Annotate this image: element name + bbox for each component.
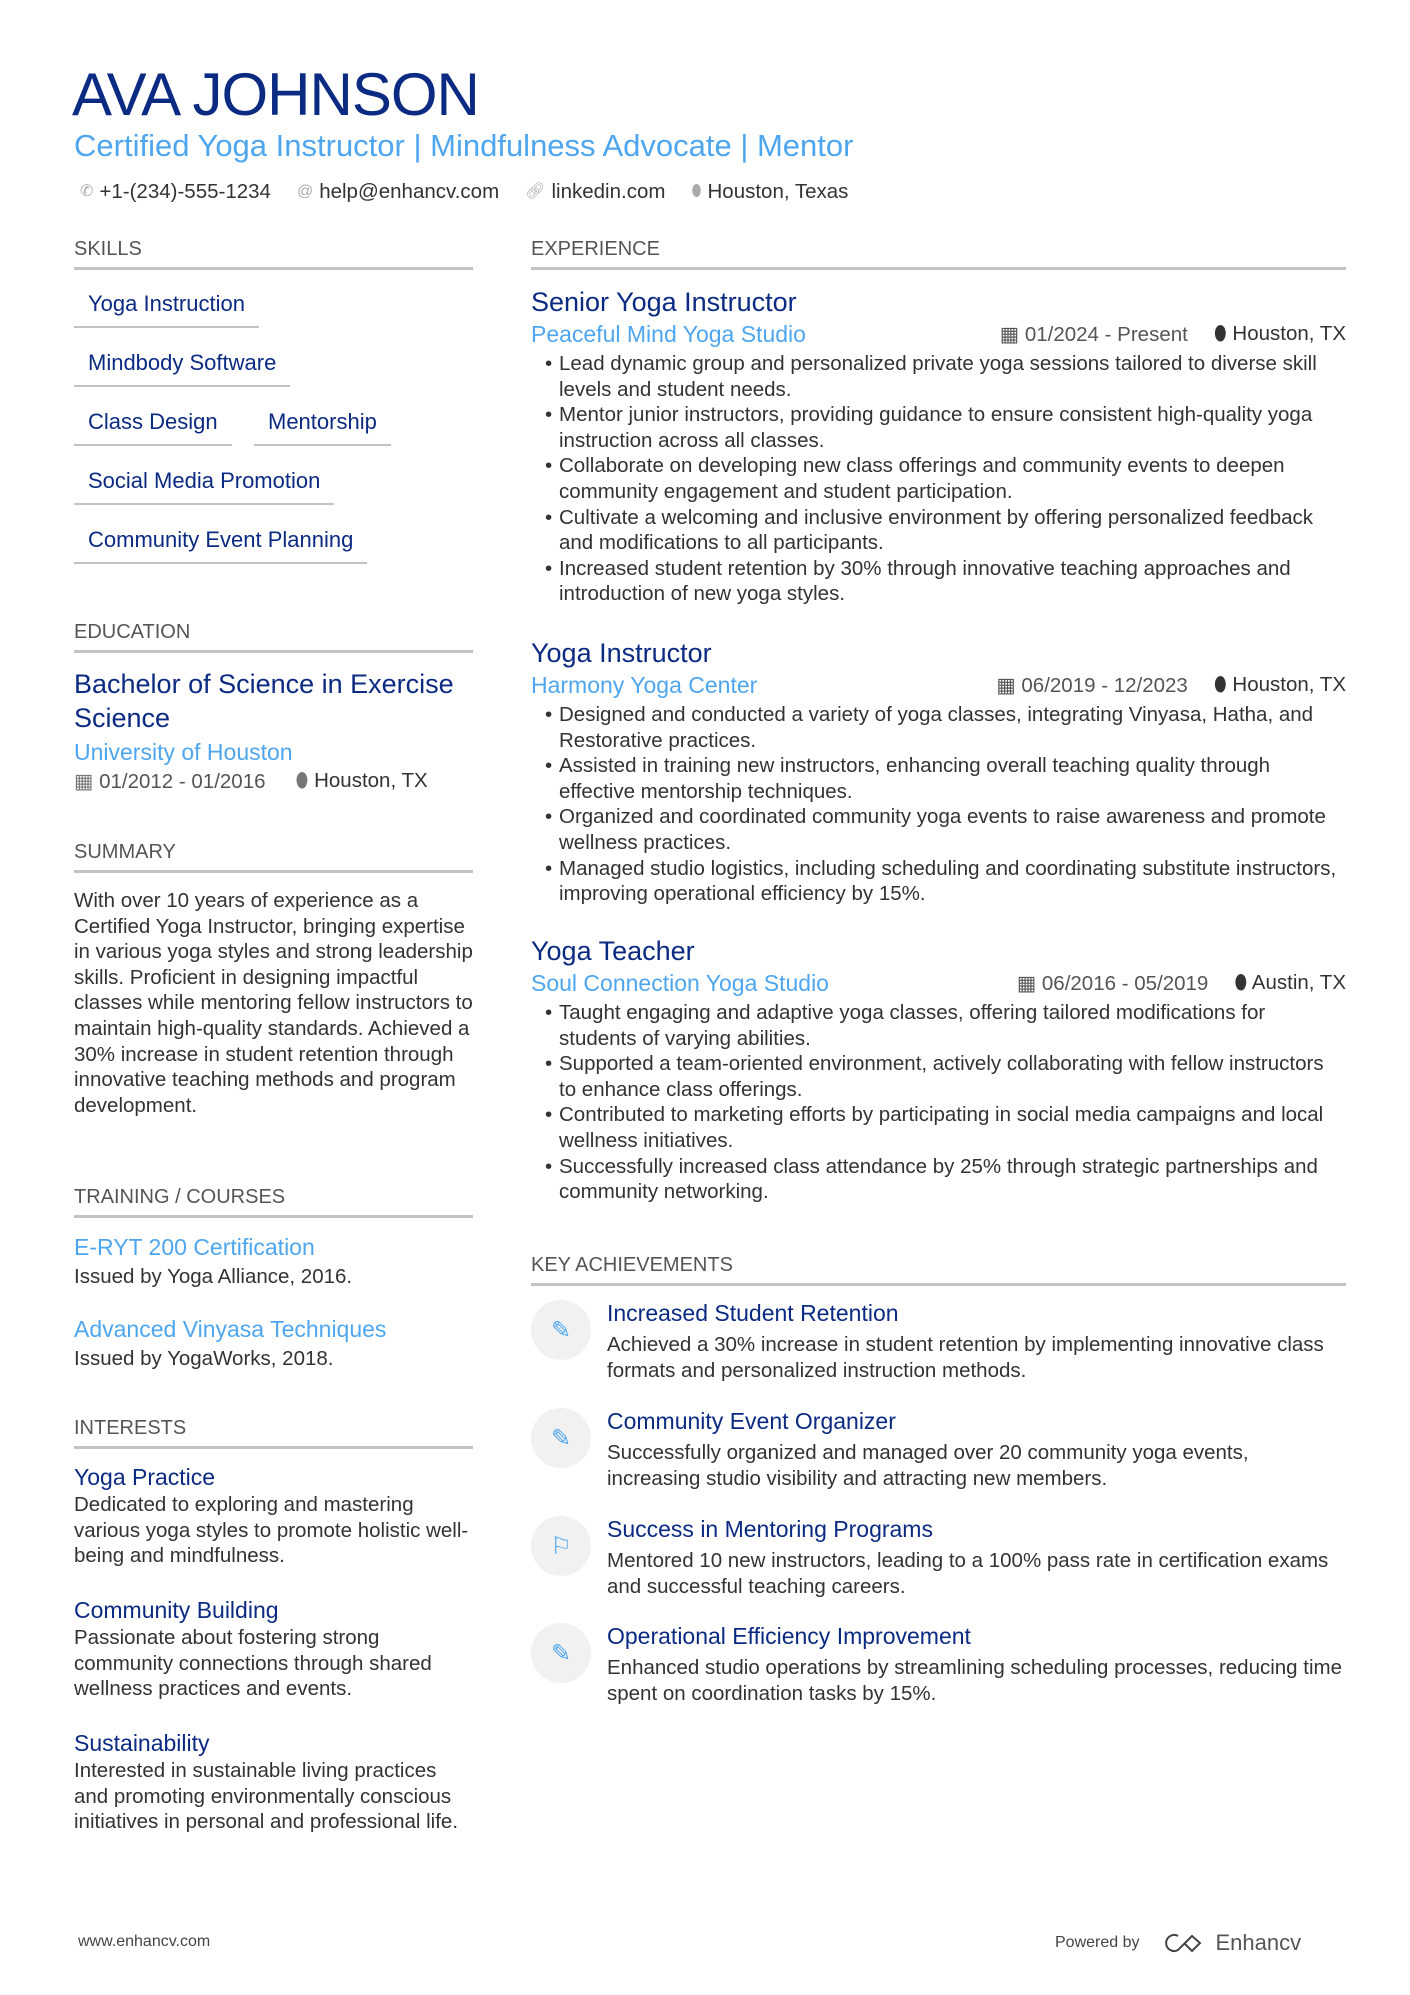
bullet: • Lead dynamic group and personalized private yoga sessions tailored to diverse skill levels and student needs. xyxy=(531,351,1346,402)
training-item xyxy=(74,1314,473,1372)
calendar-icon: ▦ xyxy=(999,322,1020,346)
achievement-item xyxy=(531,1514,1346,1599)
job-location: Houston, TX xyxy=(1232,321,1346,345)
achievement-desc: Achieved a 30% increase in student retention by implementing innovative class formats and personalized instruction methods. xyxy=(607,1333,1324,1382)
interest-desc: Passionate about fostering strong community connections through shared wellness practices and events. xyxy=(74,1626,432,1701)
interests-heading: INTERESTS xyxy=(74,1416,473,1449)
achievement-desc: Enhanced studio operations by streamlining scheduling processes, reducing time spent on coordination tasks by 15%. xyxy=(607,1656,1343,1705)
achievement-title: Success in Mentoring Programs xyxy=(607,1516,933,1542)
training-title: E-RYT 200 Certification xyxy=(74,1234,315,1260)
job-dates: 01/2024 - Present xyxy=(1024,322,1188,346)
achievement-desc: Mentored 10 new instructors, leading to a 100% pass rate in certification exams and successful teaching careers. xyxy=(607,1549,1329,1598)
school: University of Houston xyxy=(74,739,293,765)
skill-tag: Mentorship xyxy=(254,408,391,446)
training-desc: Issued by YogaWorks, 2018. xyxy=(74,1347,334,1370)
bullet: • Cultivate a welcoming and inclusive environment by offering personalized feedback and modifications to all participants. xyxy=(531,505,1346,556)
summary-text: With over 10 years of experience as a Certified Yoga Instructor, bringing expertise in various yoga styles and strong leadership skills. Proficient in designing impactful classes while mentoring fellow instructors to maintain high-quality standards. Achieved a 30% increase in student retention through innovative teaching methods and program development. xyxy=(74,889,473,1117)
achievement-title: Operational Efficiency Improvement xyxy=(607,1623,971,1649)
job-title: Senior Yoga Instructor xyxy=(531,287,797,317)
skill-tag: Yoga Instruction xyxy=(74,290,259,328)
calendar-icon: ▦ xyxy=(74,770,94,793)
footer-branding xyxy=(1055,1930,1301,1956)
interest-title: Sustainability xyxy=(74,1730,210,1756)
skill-tag: Class Design xyxy=(74,408,232,446)
link-icon: 🔗︎ xyxy=(525,183,546,200)
magic-wand-icon: ✎ xyxy=(531,1300,591,1360)
location-icon: ⬮ xyxy=(1234,970,1248,994)
location-icon: ⬮ xyxy=(1213,321,1227,345)
job-dates: 06/2019 - 12/2023 xyxy=(1021,673,1188,697)
job-location: Houston, TX xyxy=(1232,672,1346,696)
skills-heading: SKILLS xyxy=(74,237,473,270)
bullet: • Assisted in training new instructors, enhancing overall teaching quality through effective mentorship techniques. xyxy=(531,753,1346,804)
education-entry xyxy=(74,667,473,794)
location-icon: ⬮ xyxy=(295,769,309,792)
bullet: • Designed and conducted a variety of yoga classes, integrating Vinyasa, Hatha, and Restorative practices. xyxy=(531,702,1346,753)
skill-tag: Mindbody Software xyxy=(74,349,290,387)
bullet: • Taught engaging and adaptive yoga classes, offering tailored modifications for students of varying abilities. xyxy=(531,1000,1346,1051)
degree: Bachelor of Science in Exercise Science xyxy=(74,669,454,733)
company: Peaceful Mind Yoga Studio xyxy=(531,321,806,347)
candidate-title: Certified Yoga Instructor | Mindfulness Advocate | Mentor xyxy=(74,128,854,163)
calendar-icon: ▦ xyxy=(996,673,1016,697)
summary-heading: SUMMARY xyxy=(74,840,473,873)
company: Soul Connection Yoga Studio xyxy=(531,970,829,996)
job-dates: 06/2016 - 05/2019 xyxy=(1041,971,1209,995)
candidate-name: AVA JOHNSON xyxy=(72,61,479,128)
training-desc: Issued by Yoga Alliance, 2016. xyxy=(74,1265,353,1288)
interest-item xyxy=(74,1595,473,1702)
education-dates: 01/2012 - 01/2016 xyxy=(99,770,266,793)
powered-by: Powered by xyxy=(1055,1934,1140,1951)
bullet: • Organized and coordinated community yoga events to raise awareness and promote wellness practices. xyxy=(531,804,1346,855)
enhancv-logo-icon xyxy=(1162,1931,1206,1955)
skill-tag: Community Event Planning xyxy=(74,526,367,564)
bullet: • Increased student retention by 30% through innovative teaching approaches and introduction of new yoga styles. xyxy=(531,556,1346,607)
brand-name: Enhancv xyxy=(1215,1930,1302,1955)
interest-item xyxy=(74,1728,473,1835)
contact-bar xyxy=(80,178,848,206)
location-icon: ⬮ xyxy=(691,183,702,200)
job-entry xyxy=(531,934,1346,1205)
achievement-title: Community Event Organizer xyxy=(607,1408,896,1434)
interest-title: Community Building xyxy=(74,1597,279,1623)
magic-wand-icon: ✎ xyxy=(531,1408,591,1468)
achievement-desc: Successfully organized and managed over 20 community yoga events, increasing studio visibility and attracting new members. xyxy=(607,1441,1249,1490)
interest-desc: Dedicated to exploring and mastering various yoga styles to promote holistic well-being and mindfulness. xyxy=(74,1493,469,1568)
interest-item xyxy=(74,1462,473,1569)
calendar-icon: ▦ xyxy=(1016,971,1037,995)
bullet: • Successfully increased class attendance by 25% through strategic partnerships and community networking. xyxy=(531,1154,1346,1205)
phone-icon: ✆ xyxy=(80,183,94,200)
achievement-item xyxy=(531,1621,1346,1706)
flag-icon: ⚐ xyxy=(531,1516,591,1576)
job-title: Yoga Instructor xyxy=(531,638,712,668)
interest-desc: Interested in sustainable living practices and promoting environmentally conscious initiatives in personal and professional life. xyxy=(74,1759,459,1834)
magic-wand-icon: ✎ xyxy=(531,1623,591,1683)
job-entry xyxy=(531,285,1346,607)
bullet: • Collaborate on developing new class offerings and community events to deepen community engagement and student participation. xyxy=(531,453,1346,504)
education-heading: EDUCATION xyxy=(74,620,473,653)
bullet: • Supported a team-oriented environment, actively collaborating with fellow instructors to enhance class offerings. xyxy=(531,1051,1346,1102)
training-item xyxy=(74,1232,473,1290)
job-location: Austin, TX xyxy=(1251,970,1346,994)
bullet: • Contributed to marketing efforts by participating in social media campaigns and local wellness initiatives. xyxy=(531,1102,1346,1153)
bullet: • Mentor junior instructors, providing guidance to ensure consistent high-quality yoga instruction across all classes. xyxy=(531,402,1346,453)
achievement-item xyxy=(531,1406,1346,1491)
job-entry xyxy=(531,636,1346,907)
linkedin[interactable]: linkedin.com xyxy=(551,180,666,203)
email[interactable]: help@enhancv.com xyxy=(319,180,500,203)
bullet: • Managed studio logistics, including scheduling and coordinating substitute instructors, improving operational efficiency by 15%. xyxy=(531,856,1346,907)
training-heading: TRAINING / COURSES xyxy=(74,1185,473,1218)
at-icon: @ xyxy=(296,183,314,200)
training-title: Advanced Vinyasa Techniques xyxy=(74,1316,387,1342)
phone[interactable]: +1-(234)-555-1234 xyxy=(99,180,271,203)
job-title: Yoga Teacher xyxy=(531,936,695,966)
location-icon: ⬮ xyxy=(1213,672,1227,696)
achievements-heading: KEY ACHIEVEMENTS xyxy=(531,1253,1346,1286)
education-location: Houston, TX xyxy=(314,769,428,792)
achievement-title: Increased Student Retention xyxy=(607,1300,899,1326)
skill-tag: Social Media Promotion xyxy=(74,467,334,505)
company: Harmony Yoga Center xyxy=(531,672,758,698)
location: Houston, Texas xyxy=(707,180,849,203)
achievement-item xyxy=(531,1298,1346,1383)
interest-title: Yoga Practice xyxy=(74,1464,216,1490)
experience-heading: EXPERIENCE xyxy=(531,237,1346,270)
footer-website[interactable]: www.enhancv.com xyxy=(78,1933,211,1950)
